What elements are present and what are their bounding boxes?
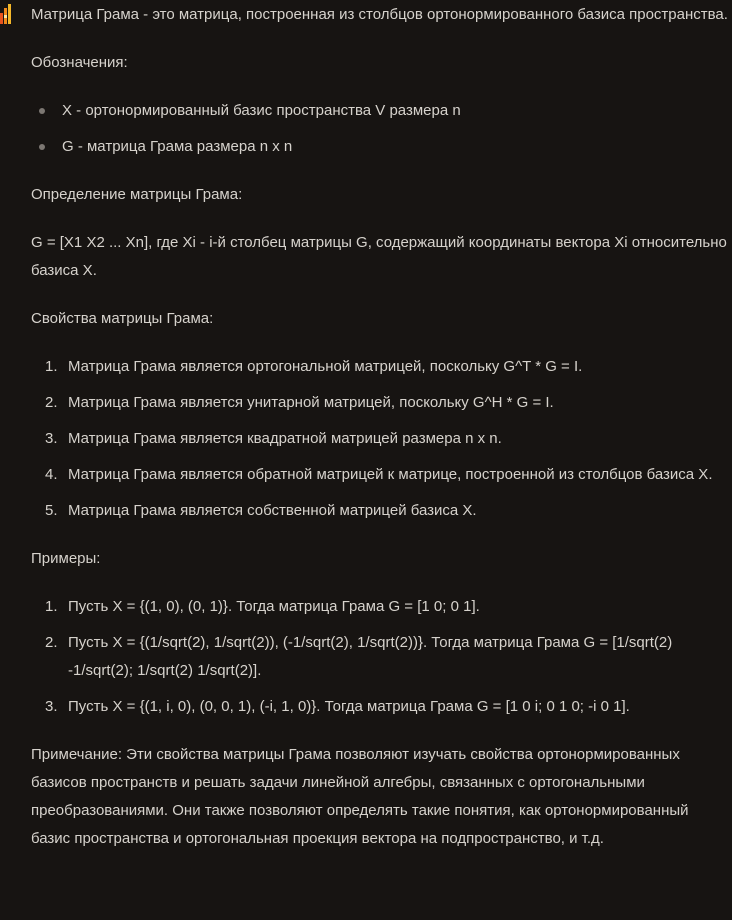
properties-list [31,353,729,525]
chat-message [31,1,729,873]
list-item [31,97,729,125]
list-item [31,353,729,381]
list-item-text: Матрица Грама является ортогональной матрицей, поскольку G^T * G = I. [68,358,583,375]
examples-list [31,593,729,721]
list-item-text: G - матрица Грама размера n x n [62,138,293,155]
list-number: 1. [45,358,58,375]
list-number: 4. [45,466,58,483]
list-number: 1. [45,598,58,615]
list-item-text: Пусть X = {(1/sqrt(2), 1/sqrt(2)), (-1/sqrt(2), 1/sqrt(2))}. Тогда матрица Грама G = [1/sqrt(2) -1/sqrt(2); 1/sqrt(2) 1/sqrt(2)]. [68,634,673,679]
list-item [31,629,729,685]
definition-text: G = [X1 X2 ... Xn], где Xi - i-й столбец матрицы G, содержащий координаты вектора Xi относительно базиса X. [31,234,727,279]
list-number: 5. [45,502,58,519]
list-item-text: Матрица Грама является квадратной матрицей размера n x n. [68,430,502,447]
list-item-text: X - ортонормированный базис пространства V размера n [62,102,461,119]
note-paragraph: Примечание: Эти свойства матрицы Грама позволяют изучать свойства ортонормированных базисов пространств и решать задачи линейной алгебры, связанных с ортогональными преобразованиями. Они также позволяют определять такие понятия, как ортонормированный базис пространства и ортогональная проекция вектора на подпространство, и т.д. [31,746,689,847]
intro-paragraph: Матрица Грама - это матрица, построенная из столбцов ортонормированного базиса пространства. [31,6,728,23]
app-logo-icon [0,4,11,24]
notation-heading: Обозначения: [31,54,128,71]
list-item [31,461,729,489]
list-item-text: Матрица Грама является собственной матрицей базиса X. [68,502,477,519]
list-item-text: Матрица Грама является унитарной матрицей, поскольку G^H * G = I. [68,394,554,411]
list-item-text: Пусть X = {(1, 0), (0, 1)}. Тогда матрица Грама G = [1 0; 0 1]. [68,598,480,615]
bullet-icon [39,108,45,114]
list-item-text: Матрица Грама является обратной матрицей к матрице, построенной из столбцов базиса X. [68,466,713,483]
list-item [31,425,729,453]
list-item [31,389,729,417]
list-number: 3. [45,698,58,715]
notation-list [31,97,729,161]
properties-heading: Свойства матрицы Грама: [31,310,214,327]
list-number: 3. [45,430,58,447]
examples-heading: Примеры: [31,550,101,567]
list-item-text: Пусть X = {(1, i, 0), (0, 0, 1), (-i, 1, 0)}. Тогда матрица Грама G = [1 0 i; 0 1 0; -i 0 1]. [68,698,630,715]
list-item [31,593,729,621]
list-item [31,133,729,161]
list-number: 2. [45,634,58,651]
definition-heading: Определение матрицы Грама: [31,186,243,203]
list-item [31,693,729,721]
list-number: 2. [45,394,58,411]
bullet-icon [39,144,45,150]
list-item [31,497,729,525]
